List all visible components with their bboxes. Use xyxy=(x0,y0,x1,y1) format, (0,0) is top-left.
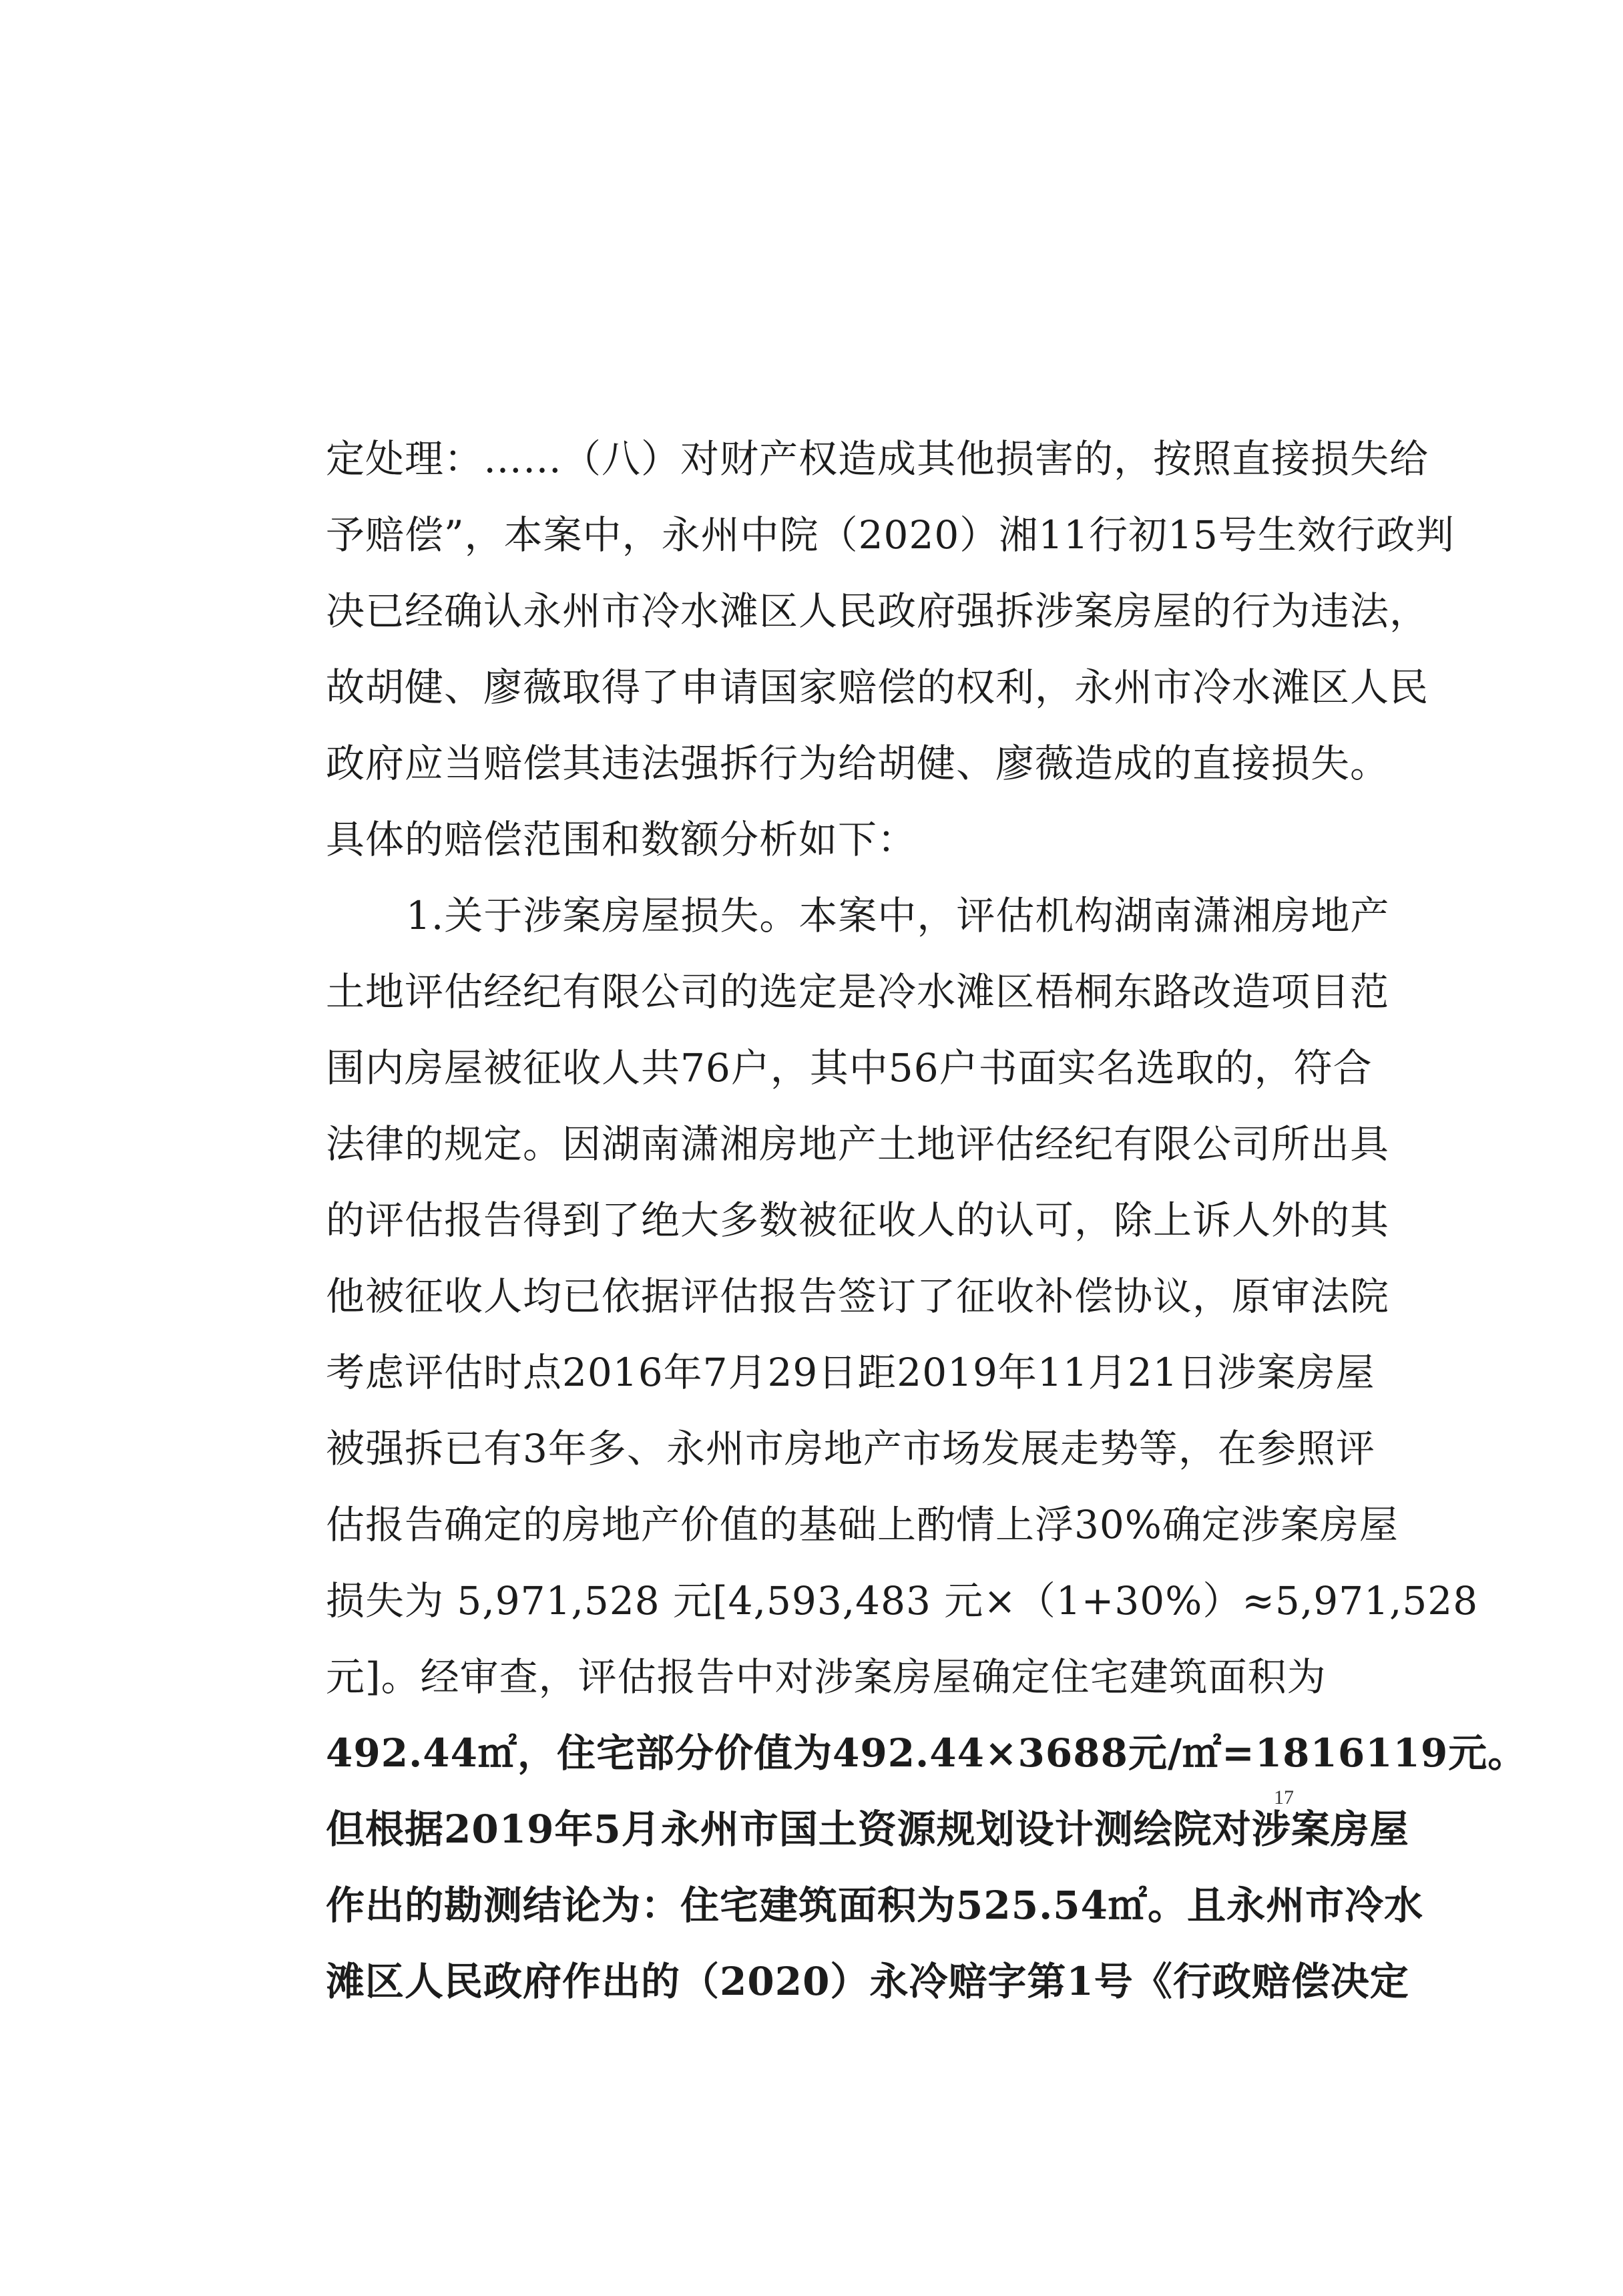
text-line: 政府应当赔偿其违法强拆行为给胡健、廖薇造成的直接损失。 xyxy=(326,741,1390,786)
text-line: 决已经确认永州市冷水滩区人民政府强拆涉案房屋的行为违法， xyxy=(326,588,1429,634)
text-line: 具体的赔偿范围和数额分析如下： xyxy=(326,817,917,862)
text-line: 考虑评估时点2016年7月29日距2019年11月21日涉案房屋 xyxy=(326,1350,1375,1395)
text-line: 估报告确定的房地产价值的基础上酌情上浮30%确定涉案房屋 xyxy=(326,1502,1399,1547)
text-line: 的评估报告得到了绝大多数被征收人的认可，除上诉人外的其 xyxy=(326,1197,1390,1243)
text-line: 予赔偿”，本案中，永州中院（2020）湘11行初15号生效行政判 xyxy=(326,512,1455,558)
text-line: 元]。经审查，评估报告中对涉案房屋确定住宅建筑面积为 xyxy=(326,1654,1327,1700)
text-line: 故胡健、廖薇取得了申请国家赔偿的权利，永州市冷水滩区人民 xyxy=(326,664,1429,710)
text-line: 但根据2019年5月永州市国土资源规划设计测绘院对涉案房屋 xyxy=(326,1806,1409,1852)
text-line: 被强拆已有3年多、永州市房地产市场发展走势等，在参照评 xyxy=(326,1426,1375,1471)
text-line: 他被征收人均已依据评估报告签订了征收补偿协议，原审法院 xyxy=(326,1274,1390,1319)
text-line: 定处理：……（八）对财产权造成其他损害的，按照直接损失给 xyxy=(326,436,1429,482)
text-line: 1.关于涉案房屋损失。本案中，评估机构湖南潇湘房地产 xyxy=(406,893,1390,938)
text-line: 损失为 5,971,528 元[4,593,483 元×（1+30%）≈5,971,528 xyxy=(326,1578,1479,1623)
page-number: 17 xyxy=(1274,1786,1294,1808)
text-line: 492.44㎡，住宅部分价值为492.44×3688元/㎡=1816119元。 xyxy=(326,1730,1528,1776)
text-line: 法律的规定。因湖南潇湘房地产土地评估经纪有限公司所出具 xyxy=(326,1121,1390,1167)
document-body xyxy=(326,421,1528,2020)
text-line: 土地评估经纪有限公司的选定是冷水滩区梧桐东路改造项目范 xyxy=(326,969,1390,1014)
text-line: 滩区人民政府作出的（2020）永冷赔字第1号《行政赔偿决定 xyxy=(326,1959,1409,2004)
text-line: 作出的勘测结论为：住宅建筑面积为525.54㎡。且永州市冷水 xyxy=(326,1883,1423,1928)
text-line: 围内房屋被征收人共76户，其中56户书面实名选取的，符合 xyxy=(326,1045,1373,1091)
